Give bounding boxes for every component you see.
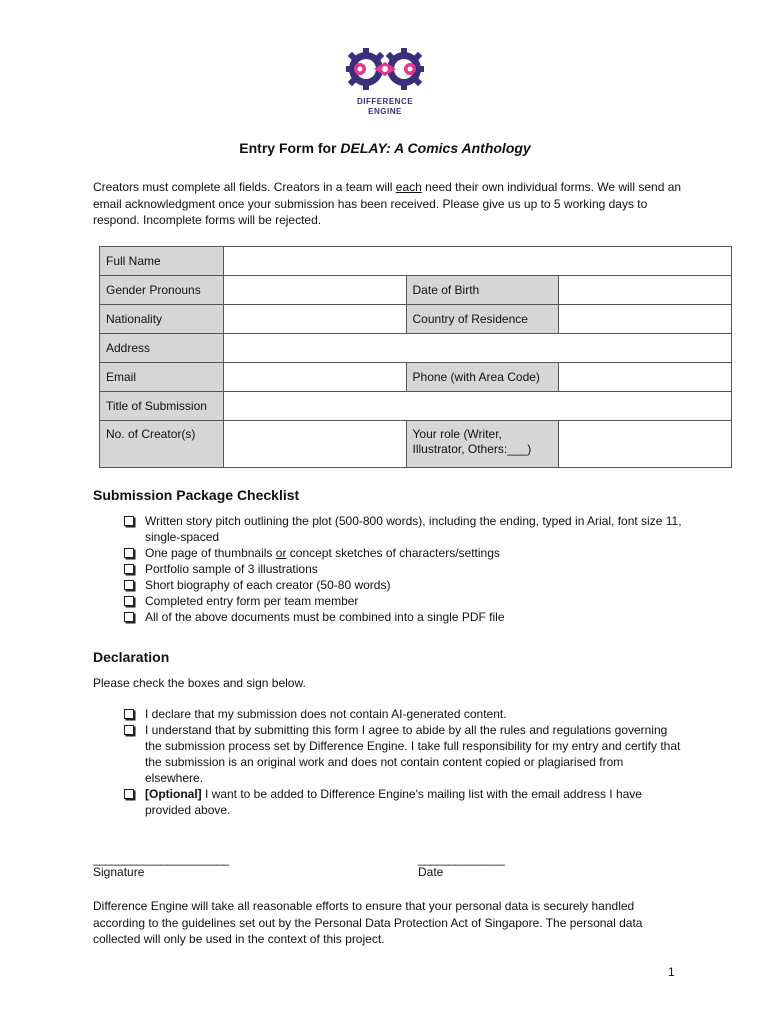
checkbox-icon[interactable] [124,564,134,574]
title-of-submission-label: Title of Submission [100,392,224,421]
checklist-item-text: concept sketches of characters/settings [286,546,500,560]
intro-emphasis: each [395,180,422,194]
checklist [124,513,684,625]
declaration-item[interactable] [124,786,684,818]
checkbox-icon[interactable] [124,725,134,735]
logo-line-2: ENGINE [368,107,402,116]
optional-tag: [Optional] [145,787,202,801]
email-label: Email [100,363,224,392]
phone-label: Phone (with Area Code) [406,363,559,392]
intro-text-1: Creators must complete all fields. Creators in a team will [93,180,396,194]
declaration-intro: Please check the boxes and sign below. [93,676,306,690]
logo-line-1: DIFFERENCE [356,97,414,106]
checklist-item[interactable] [124,545,684,561]
nationality-field[interactable] [223,305,406,334]
date-of-birth-label: Date of Birth [406,276,559,305]
your-role-field[interactable] [559,421,732,468]
checklist-item[interactable] [124,561,684,577]
checkbox-icon[interactable] [124,580,134,590]
checklist-item-text: Short biography of each creator (50-80 words) [145,578,391,592]
no-of-creators-field[interactable] [223,421,406,468]
checklist-item-text: Completed entry form per team member [145,594,359,608]
document-title [0,140,770,156]
declaration-list [124,706,684,818]
title-of-submission-field[interactable] [223,392,731,421]
checklist-item[interactable] [124,577,684,593]
gender-pronouns-label: Gender Pronouns [100,276,224,305]
checklist-item[interactable] [124,593,684,609]
gender-pronouns-field[interactable] [223,276,406,305]
full-name-label: Full Name [100,247,224,276]
title-anthology-name: DELAY: A Comics Anthology [340,140,531,156]
checklist-item-text: All of the above documents must be combined into a single PDF file [145,610,505,624]
address-field[interactable] [223,334,731,363]
phone-field[interactable] [559,363,732,392]
signature-line[interactable]: ______________________ [93,852,229,866]
intro-paragraph [93,179,683,229]
checklist-item[interactable] [124,513,684,545]
declaration-item-text: I understand that by submitting this form I agree to abide by all the rules and regulations governing the submission process set by Difference Engine. I take full responsibility for my entry and certify that the submission is an original work and does not contain content copied or plagiarised from elsewhere. [145,723,681,785]
your-role-label: Your role (Writer, Illustrator, Others:___) [406,421,559,468]
checkbox-icon[interactable] [124,709,134,719]
checkbox-icon[interactable] [124,596,134,606]
date-of-birth-field[interactable] [559,276,732,305]
signature-label: Signature [93,865,145,879]
declaration-heading: Declaration [93,649,170,665]
checklist-item[interactable] [124,609,684,625]
declaration-item-text: I declare that my submission does not contain AI-generated content. [145,707,507,721]
checklist-item-text: One page of thumbnails [145,546,276,560]
address-label: Address [100,334,224,363]
checkbox-icon[interactable] [124,548,134,558]
date-label: Date [418,865,444,879]
checklist-item-text: Written story pitch outlining the plot (500-800 words), including the ending, typed in Arial, font size 11, single-spaced [145,514,682,544]
page-number: 1 [668,965,675,979]
declaration-item[interactable] [124,706,684,722]
checklist-heading: Submission Package Checklist [93,487,300,503]
no-of-creators-label: No. of Creator(s) [100,421,224,468]
checkbox-icon[interactable] [124,789,134,799]
full-name-field[interactable] [223,247,731,276]
intro-text-2: need their own individual forms. We will send an email acknowledgment once your submission has been received. Please give us up to 5 working days to respond. Incomplete forms will be rejected. [93,180,682,227]
entry-form-table [99,246,732,468]
checkbox-icon[interactable] [124,516,134,526]
checklist-item-text: Portfolio sample of 3 illustrations [145,562,318,576]
date-line[interactable]: ______________ [418,852,505,866]
privacy-notice: Difference Engine will take all reasonable efforts to ensure that your personal data is securely handled according to the guidelines set out by the Personal Data Protection Act of Singapore. The personal data collected will only be used in the context of this project. [93,899,643,946]
email-field[interactable] [223,363,406,392]
declaration-item-text: I want to be added to Difference Engine's mailing list with the email address I have provided above. [145,787,642,817]
nationality-label: Nationality [100,305,224,334]
logo-text [338,97,432,117]
title-prefix: Entry Form for [239,140,341,156]
checkbox-icon[interactable] [124,612,134,622]
country-of-residence-label: Country of Residence [406,305,559,334]
declaration-item[interactable] [124,722,684,786]
checklist-item-emphasis: or [275,546,287,560]
country-of-residence-field[interactable] [559,305,732,334]
